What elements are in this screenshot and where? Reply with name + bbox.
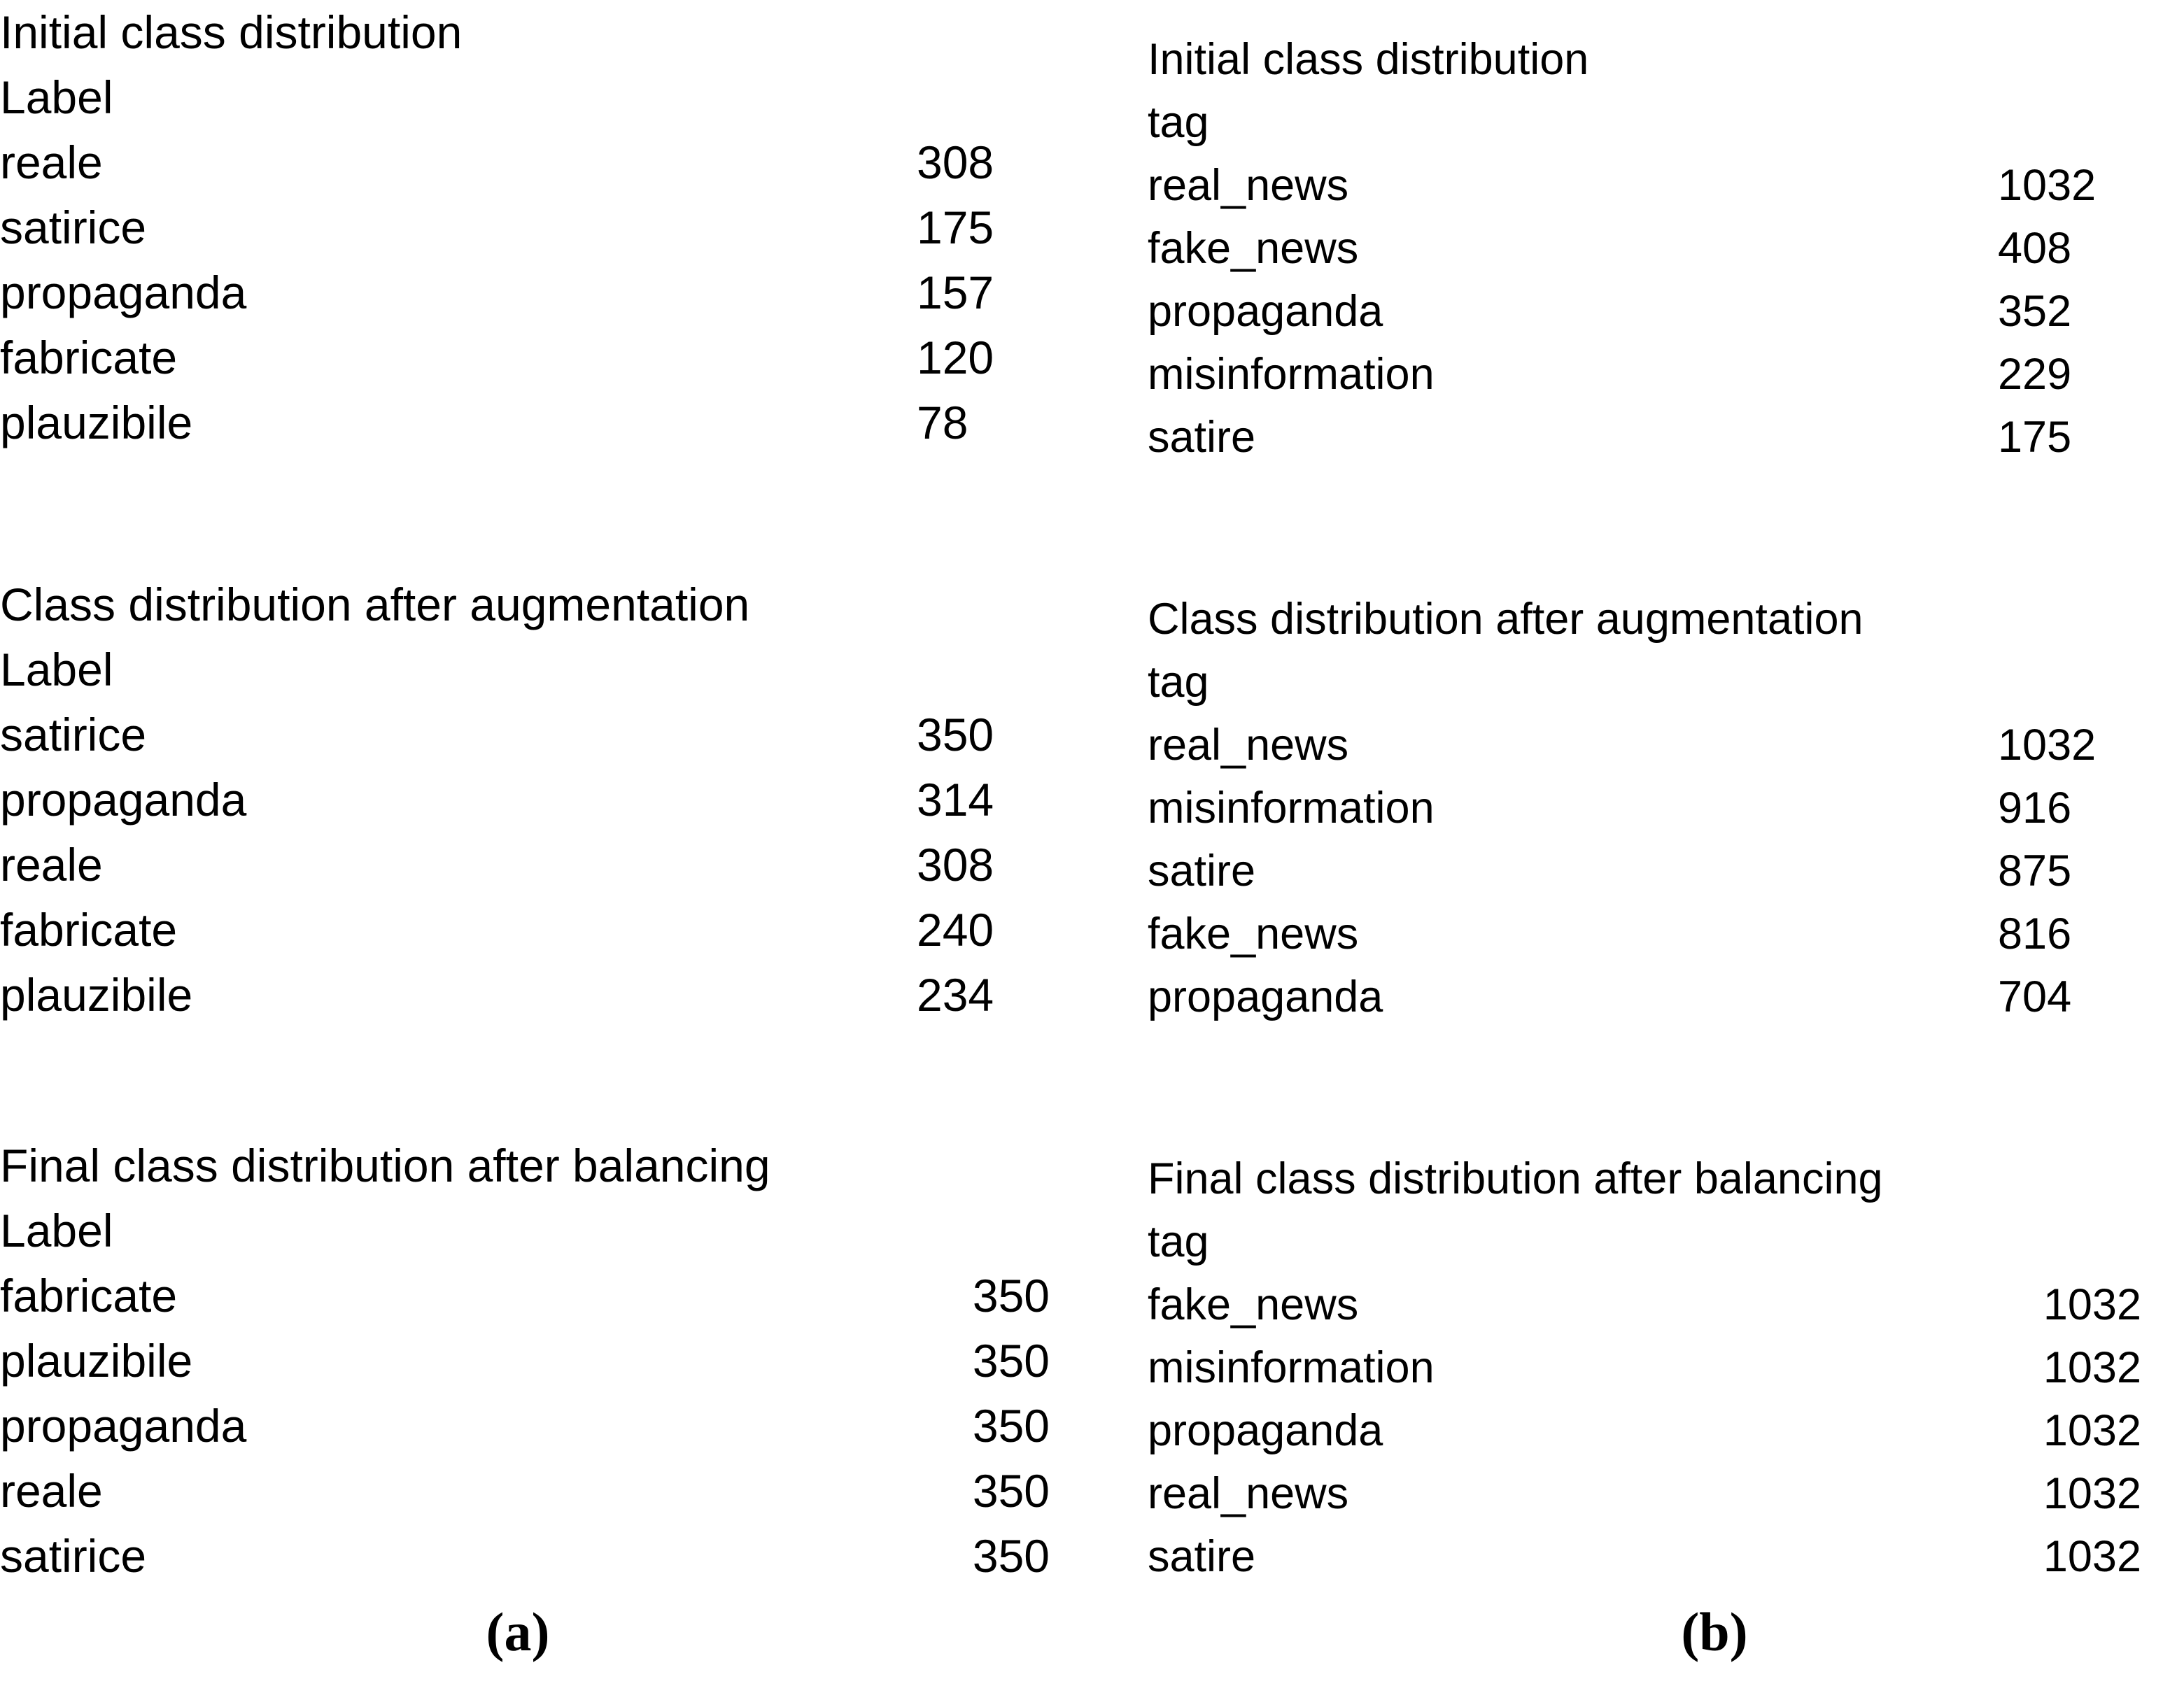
block-title: Initial class distribution <box>1148 35 1589 84</box>
table-row <box>0 1394 1092 1459</box>
row-label: propaganda <box>0 774 247 826</box>
table-row <box>1148 714 2184 777</box>
row-label: fake_news <box>1148 909 1359 958</box>
row-label: satire <box>1148 1532 1256 1581</box>
row-value: 120 <box>917 332 994 383</box>
row-value: 1032 <box>2043 1343 2141 1392</box>
row-value: 350 <box>972 1400 1050 1452</box>
table-row <box>1148 1399 2184 1462</box>
distribution-row-list <box>1148 154 2184 469</box>
row-value: 308 <box>917 839 994 891</box>
row-value: 875 <box>1998 847 2072 895</box>
row-label: reale <box>0 839 103 891</box>
index-column-name: tag <box>1148 1217 1209 1266</box>
table-row <box>1148 902 2184 965</box>
row-label: satire <box>1148 413 1256 462</box>
row-label: fake_news <box>1148 224 1359 273</box>
table-row <box>1148 154 2184 217</box>
block-title: Final class distribution after balancing <box>0 1140 770 1191</box>
table-row <box>0 1329 1092 1394</box>
row-value: 234 <box>917 969 994 1021</box>
row-label: fabricate <box>0 904 178 956</box>
row-label: plauzibile <box>0 397 193 448</box>
row-label: satirice <box>0 201 147 253</box>
row-value: 1032 <box>2043 1532 2141 1581</box>
table-row <box>0 325 1092 390</box>
row-label: satire <box>1148 847 1256 895</box>
row-label: misinformation <box>1148 784 1435 833</box>
row-label: fabricate <box>0 332 178 383</box>
row-label: reale <box>0 136 103 188</box>
index-column-name: Label <box>0 71 113 123</box>
row-value: 157 <box>917 267 994 318</box>
table-row <box>1148 965 2184 1028</box>
row-value: 314 <box>917 774 994 826</box>
row-label: plauzibile <box>0 1335 193 1387</box>
table-row <box>1148 1525 2184 1588</box>
table-row <box>0 767 1092 833</box>
row-label: plauzibile <box>0 969 193 1021</box>
row-value: 352 <box>1998 287 2072 336</box>
table-row <box>0 390 1092 455</box>
row-label: propaganda <box>0 1400 247 1452</box>
index-column-name: tag <box>1148 98 1209 147</box>
distribution-block-initial-a <box>0 0 1092 455</box>
block-title: Final class distribution after balancing <box>1148 1154 1883 1203</box>
index-column-name: tag <box>1148 658 1209 707</box>
table-row <box>1148 1273 2184 1336</box>
distribution-block-augmentation-b <box>1148 588 2184 1028</box>
row-value: 175 <box>917 201 994 253</box>
table-row <box>0 1263 1092 1329</box>
index-column-name: Label <box>0 1205 113 1256</box>
row-label: real_news <box>1148 1469 1349 1518</box>
row-value: 816 <box>1998 909 2072 958</box>
row-value: 916 <box>1998 784 2072 833</box>
table-row <box>0 898 1092 963</box>
block-title: Class distribution after augmentation <box>0 579 750 630</box>
row-value: 229 <box>1998 350 2072 399</box>
block-title: Initial class distribution <box>0 6 463 58</box>
index-column-name: Label <box>0 644 113 695</box>
row-label: misinformation <box>1148 1343 1435 1392</box>
row-value: 350 <box>972 1270 1050 1322</box>
distribution-block-augmentation-a <box>0 572 1092 1028</box>
distribution-row-list <box>1148 714 2184 1028</box>
row-value: 1032 <box>2043 1406 2141 1455</box>
distribution-row-list <box>0 130 1092 455</box>
row-value: 350 <box>917 709 994 760</box>
row-value: 1032 <box>2043 1280 2141 1329</box>
row-value: 1032 <box>1998 161 2097 210</box>
distribution-row-list <box>1148 1273 2184 1588</box>
table-row <box>0 833 1092 898</box>
row-value: 408 <box>1998 224 2072 273</box>
table-row <box>1148 343 2184 406</box>
distribution-row-list <box>0 702 1092 1028</box>
row-label: satirice <box>0 1530 147 1582</box>
distribution-block-initial-b <box>1148 28 2184 469</box>
table-row <box>0 195 1092 260</box>
table-row <box>1148 777 2184 840</box>
distribution-row-list <box>0 1263 1092 1589</box>
row-value: 175 <box>1998 413 2072 462</box>
table-row <box>0 1459 1092 1524</box>
table-row <box>1148 840 2184 902</box>
row-value: 308 <box>917 136 994 188</box>
row-value: 704 <box>1998 972 2072 1021</box>
row-label: propaganda <box>1148 972 1383 1021</box>
row-label: fabricate <box>0 1270 178 1322</box>
row-label: reale <box>0 1465 103 1517</box>
table-row <box>0 260 1092 325</box>
row-value: 350 <box>972 1465 1050 1517</box>
row-value: 350 <box>972 1335 1050 1387</box>
table-row <box>0 130 1092 195</box>
row-label: real_news <box>1148 161 1349 210</box>
row-label: misinformation <box>1148 350 1435 399</box>
table-row <box>1148 217 2184 280</box>
table-row <box>0 963 1092 1028</box>
row-label: fake_news <box>1148 1280 1359 1329</box>
block-title: Class distribution after augmentation <box>1148 595 1864 644</box>
subfigure-caption-a: (a) <box>486 1601 550 1662</box>
table-row <box>0 1524 1092 1589</box>
distribution-block-final-a <box>0 1133 1092 1589</box>
row-value: 1032 <box>2043 1469 2141 1518</box>
table-row <box>0 702 1092 767</box>
table-row <box>1148 280 2184 343</box>
row-label: satirice <box>0 709 147 760</box>
table-row <box>1148 1462 2184 1525</box>
row-value: 1032 <box>1998 721 2097 770</box>
row-label: real_news <box>1148 721 1349 770</box>
row-label: propaganda <box>1148 1406 1383 1455</box>
table-row <box>1148 1336 2184 1399</box>
row-value: 240 <box>917 904 994 956</box>
row-value: 350 <box>972 1530 1050 1582</box>
subfigure-caption-b: (b) <box>1681 1601 1748 1662</box>
table-row <box>1148 406 2184 469</box>
row-label: propaganda <box>0 267 247 318</box>
row-value: 78 <box>917 397 968 448</box>
row-label: propaganda <box>1148 287 1383 336</box>
distribution-block-final-b <box>1148 1147 2184 1588</box>
